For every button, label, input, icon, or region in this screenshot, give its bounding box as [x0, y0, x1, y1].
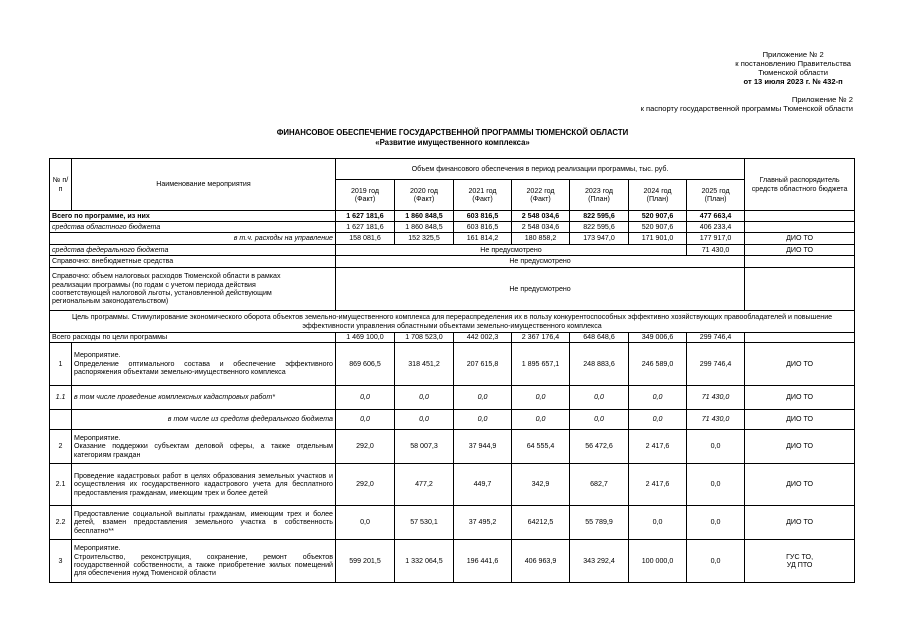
cell-value: 207 615,8	[454, 343, 512, 386]
cell-value: 603 816,5	[454, 211, 512, 222]
year-header: 2020 год (Факт)	[395, 180, 454, 211]
cell-value: 1 469 100,0	[336, 333, 395, 343]
table-row	[50, 430, 855, 464]
cell-value: 2 417,6	[629, 430, 687, 464]
row-number: 1	[50, 343, 72, 386]
cell-value: 318 451,2	[395, 343, 454, 386]
cell-value: 248 883,6	[570, 343, 629, 386]
row-number: 1.1	[50, 386, 72, 410]
cell-value: 822 595,6	[570, 222, 629, 233]
row-label: Предоставление социальной выплаты гражданам, имеющим трех и более детей, взамен предоставления земельного участка в собственность бесплатно**	[72, 506, 336, 540]
cell-value: 299 746,4	[687, 343, 745, 386]
cell-value: 520 907,6	[629, 211, 687, 222]
empty-cell	[50, 410, 72, 430]
table-row	[50, 233, 855, 245]
row-label: Мероприятие. Определение оптимального состава и обеспечение эффективного распоряжения объектами земельно-имущественного комплекса	[72, 343, 336, 386]
empty-cell	[745, 222, 855, 233]
appendix-line: к постановлению Правительства	[735, 59, 851, 68]
cell-value: 196 441,6	[454, 540, 512, 583]
cell-value: 0,0	[454, 386, 512, 410]
year-header: 2024 год (План)	[629, 180, 687, 211]
appendix-line: Тюменской области	[758, 68, 828, 77]
table-row	[50, 410, 855, 430]
cell-value: 822 595,6	[570, 211, 629, 222]
year-header: 2022 год (Факт)	[512, 180, 570, 211]
not-provided: Не предусмотрено	[336, 268, 745, 311]
year-header: 2023 год (План)	[570, 180, 629, 211]
cell-value: 55 789,9	[570, 506, 629, 540]
program-goal: Цель программы. Стимулирование экономического оборота объектов земельно-имущественного комплекса для перераспределения их в пользу конкурентоспособных эффективно хозяйствующих правообладателей и повышение эффективности управления областными объектами земельно-имущественного комплекса	[50, 311, 855, 333]
cell-value: 0,0	[687, 464, 745, 506]
cell-value: 406 963,9	[512, 540, 570, 583]
row-label: Проведение кадастровых работ в целях образования земельных участков и осуществления их государственного кадастрового учета для бесплатного предоставления гражданам, имеющим трех и более детей	[72, 464, 336, 506]
cell-value: 37 495,2	[454, 506, 512, 540]
manager-cell: ДИО ТО	[745, 233, 855, 245]
table-row	[50, 256, 855, 268]
table-row	[50, 311, 855, 333]
row-label: в т.ч. расходы на управление	[50, 233, 336, 245]
row-label: Мероприятие. Строительство, реконструкция, сохранение, ремонт объектов государственной собственности, а также приобретение жилых помещений для обеспечения нужд Тюменской области	[72, 540, 336, 583]
cell-value: 158 081,6	[336, 233, 395, 245]
cell-value: 1 627 181,6	[336, 222, 395, 233]
manager-cell: ГУС ТО, УД ПТО	[745, 540, 855, 583]
title-line-1: ФИНАНСОВОЕ ОБЕСПЕЧЕНИЕ ГОСУДАРСТВЕННОЙ ПРОГРАММЫ ТЮМЕНСКОЙ ОБЛАСТИ	[276, 128, 629, 137]
col-header-manager: Главный распорядитель средств областного бюджета	[745, 159, 855, 211]
not-provided: Не предусмотрено	[336, 245, 687, 256]
cell-value: 0,0	[512, 386, 570, 410]
manager-cell: ДИО ТО	[745, 430, 855, 464]
cell-value: 180 858,2	[512, 233, 570, 245]
appendix-line: к паспорту государственной программы Тюменской области	[640, 104, 853, 113]
row-label: средства федерального бюджета	[50, 245, 336, 256]
cell-value: 56 472,6	[570, 430, 629, 464]
table-row	[50, 386, 855, 410]
cell-value: 449,7	[454, 464, 512, 506]
cell-value: 0,0	[336, 410, 395, 430]
cell-value: 477,2	[395, 464, 454, 506]
cell-value: 246 589,0	[629, 343, 687, 386]
col-header-num: № п/п	[50, 159, 72, 211]
cell-value: 406 233,4	[687, 222, 745, 233]
row-number: 2	[50, 430, 72, 464]
row-number: 2.1	[50, 464, 72, 506]
cell-value: 0,0	[454, 410, 512, 430]
row-label: Мероприятие. Оказание поддержки субъектам деловой сферы, а также отдельным категориям граждан	[72, 430, 336, 464]
table-row	[50, 333, 855, 343]
appendix-line: Приложение № 2	[762, 50, 824, 59]
cell-value: 171 901,0	[629, 233, 687, 245]
cell-value: 1 860 848,5	[395, 211, 454, 222]
appendix-date: от 13 июля 2023 г. № 432-п	[743, 77, 843, 86]
appendix-header	[735, 50, 851, 86]
empty-cell	[745, 211, 855, 222]
row-label: Всего расходы по цели программы	[50, 333, 336, 343]
cell-value: 64212,5	[512, 506, 570, 540]
table-row	[50, 245, 855, 256]
col-header-volume: Объем финансового обеспечения в период реализации программы, тыс. руб.	[336, 159, 745, 180]
cell-value: 343 292,4	[570, 540, 629, 583]
manager-cell: ДИО ТО	[745, 386, 855, 410]
row-label: в том числе проведение комплексных кадастровых работ*	[72, 386, 336, 410]
cell-value: 2 367 176,4	[512, 333, 570, 343]
cell-value: 0,0	[395, 386, 454, 410]
cell-value: 2 548 034,6	[512, 222, 570, 233]
manager-cell: ДИО ТО	[745, 410, 855, 430]
cell-value: 292,0	[336, 464, 395, 506]
cell-value: 0,0	[395, 410, 454, 430]
cell-value: 0,0	[629, 410, 687, 430]
cell-value: 71 430,0	[687, 410, 745, 430]
manager-cell: ДИО ТО	[745, 506, 855, 540]
col-header-name: Наименование мероприятия	[72, 159, 336, 211]
year-header: 2021 год (Факт)	[454, 180, 512, 211]
table-row	[50, 222, 855, 233]
cell-value: 869 606,5	[336, 343, 395, 386]
cell-value: 0,0	[336, 386, 395, 410]
table-row	[50, 211, 855, 222]
appendix-header-2	[641, 95, 853, 113]
cell-value: 177 917,0	[687, 233, 745, 245]
row-number: 3	[50, 540, 72, 583]
cell-value: 100 000,0	[629, 540, 687, 583]
empty-cell	[745, 333, 855, 343]
table-row	[50, 540, 855, 583]
cell-value: 2 417,6	[629, 464, 687, 506]
empty-cell	[745, 268, 855, 311]
cell-value: 342,9	[512, 464, 570, 506]
table-row	[50, 268, 855, 311]
cell-value: 1 708 523,0	[395, 333, 454, 343]
cell-value: 64 555,4	[512, 430, 570, 464]
cell-value: 0,0	[570, 386, 629, 410]
year-header: 2019 год (Факт)	[336, 180, 395, 211]
cell-value: 152 325,5	[395, 233, 454, 245]
cell-value: 2 548 034,6	[512, 211, 570, 222]
cell-value: 442 002,3	[454, 333, 512, 343]
cell-value: 71 430,0	[687, 386, 745, 410]
cell-value: 299 746,4	[687, 333, 745, 343]
cell-value: 37 944,9	[454, 430, 512, 464]
table-row	[50, 506, 855, 540]
cell-value: 599 201,5	[336, 540, 395, 583]
appendix-line: Приложение № 2	[791, 95, 853, 104]
cell-value: 0,0	[629, 506, 687, 540]
cell-value: 682,7	[570, 464, 629, 506]
cell-value: 57 530,1	[395, 506, 454, 540]
financing-table	[49, 158, 855, 583]
cell-value: 1 332 064,5	[395, 540, 454, 583]
row-number: 2.2	[50, 506, 72, 540]
table-row	[50, 464, 855, 506]
cell-value: 71 430,0	[687, 245, 745, 256]
cell-value: 58 007,3	[395, 430, 454, 464]
row-label: в том числе из средств федерального бюджета	[72, 410, 336, 430]
manager-cell: ДИО ТО	[745, 343, 855, 386]
cell-value: 0,0	[687, 540, 745, 583]
row-label: Справочно: внебюджетные средства	[50, 256, 336, 268]
row-label: средства областного бюджета	[50, 222, 336, 233]
cell-value: 0,0	[570, 410, 629, 430]
document-title	[0, 128, 905, 148]
cell-value: 173 947,0	[570, 233, 629, 245]
manager-cell: ДИО ТО	[745, 245, 855, 256]
cell-value: 292,0	[336, 430, 395, 464]
not-provided: Не предусмотрено	[336, 256, 745, 268]
year-header: 2025 год (План)	[687, 180, 745, 211]
cell-value: 520 907,6	[629, 222, 687, 233]
cell-value: 0,0	[336, 506, 395, 540]
cell-value: 0,0	[687, 430, 745, 464]
row-label: Справочно: объем налоговых расходов Тюменской области в рамках реализации программы (по годам с учетом периода действия соответствующей налоговой льготы, установленной действующим региональным законодательством)	[50, 268, 336, 311]
cell-value: 477 663,4	[687, 211, 745, 222]
cell-value: 161 814,2	[454, 233, 512, 245]
cell-value: 603 816,5	[454, 222, 512, 233]
cell-value: 1 627 181,6	[336, 211, 395, 222]
cell-value: 0,0	[629, 386, 687, 410]
empty-cell	[745, 256, 855, 268]
manager-cell: ДИО ТО	[745, 464, 855, 506]
title-line-2: «Развитие имущественного комплекса»	[375, 138, 530, 147]
cell-value: 0,0	[512, 410, 570, 430]
cell-value: 349 006,6	[629, 333, 687, 343]
row-label: Всего по программе, из них	[50, 211, 336, 222]
cell-value: 1 895 657,1	[512, 343, 570, 386]
cell-value: 648 648,6	[570, 333, 629, 343]
cell-value: 0,0	[687, 506, 745, 540]
table-row	[50, 343, 855, 386]
cell-value: 1 860 848,5	[395, 222, 454, 233]
